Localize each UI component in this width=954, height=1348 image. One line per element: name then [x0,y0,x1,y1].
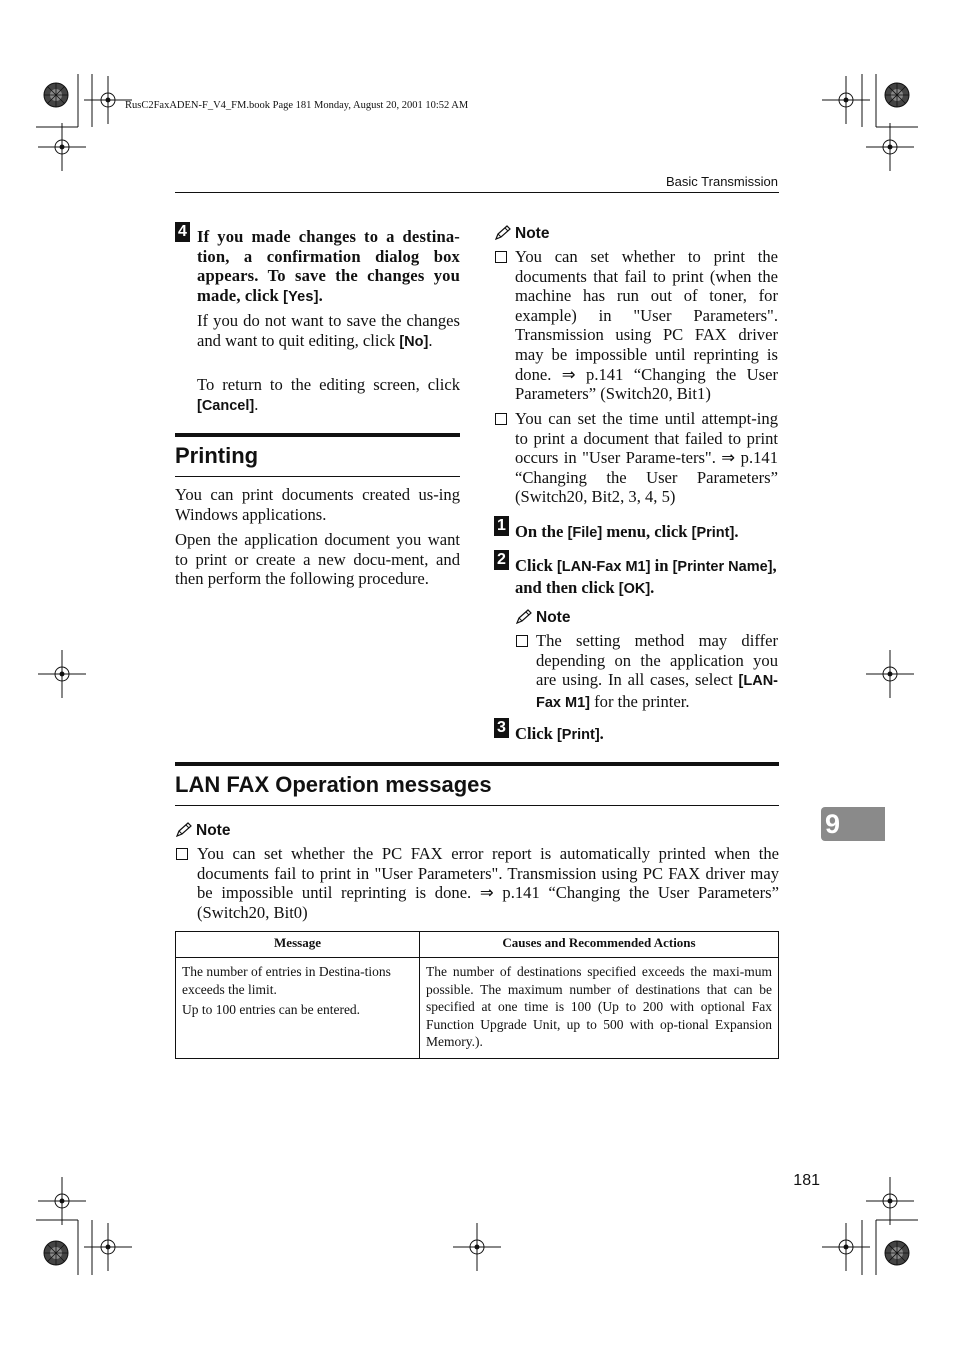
step-4-icon: 4 [175,222,190,242]
checkbox-icon [495,251,507,263]
no-text-a: If you do not want to save the changes and want to quit editing, click [197,311,460,350]
step-2-a: Click [515,556,553,575]
step-4-text-a: If you made changes to a destina-tion, a confirmation dialog box appears. To save the changes you made, click [197,227,460,305]
step-2-b: in [654,556,669,575]
step-4-no-paragraph [197,311,460,352]
table-row [176,958,779,1059]
step-4-text-b: . [318,285,323,305]
step-4-cancel-paragraph [197,375,460,416]
messages-table [175,931,779,1059]
page-number: 181 [793,1172,820,1189]
printer-name-label: [Printer Name] [672,559,773,575]
checkbox-icon [516,635,528,647]
note-2-a: The setting method may differ depending on the application you are using. In all cases, select [536,631,778,690]
printing-top-rule [175,433,460,437]
step-2-e: . [650,577,655,597]
lanfax-note-heading [175,822,230,840]
note-2-heading [515,609,570,627]
note-2-label: Note [536,609,571,626]
step-1-text [515,522,778,544]
lan-fax-label: [LAN-Fax M1] [556,559,651,575]
header-rule [175,192,779,193]
row-message-b: Up to 100 entries can be entered. [182,1002,361,1017]
pencil-icon [515,609,533,625]
step-1-icon: 1 [494,516,509,536]
print-button-label: [Print] [556,727,600,743]
cancel-text-a: To return to the editing screen, click [197,375,460,394]
step-3-text [515,724,778,746]
file-info-header: RusC2FaxADEN-F_V4_FM.book Page 181 Monday, August 20, 2001 10:52 AM [125,100,469,111]
note-1-item-2: You can set the time until attempt-ing to print a document that failed to print occurs in "User Parame-ters". ⇒ p.141 “Changing the User Parameters” (Switch20, Bit2, 3, 4, 5) [515,409,778,507]
file-menu-label: [File] [567,525,603,541]
table-header-row [176,932,779,958]
step-2-c: , [772,556,777,575]
table-header-actions: Causes and Recommended Actions [420,932,779,958]
lanfax-bottom-rule [175,805,779,806]
table-header-message: Message [176,932,420,958]
lan-fax-label: [LAN-Fax M1] [536,673,778,711]
no-button-label: [No] [399,333,429,350]
step-2-text [515,556,778,599]
cancel-button-label: [Cancel] [197,397,255,414]
printing-bottom-rule [175,476,460,477]
table-cell-action [420,958,779,1059]
running-header: Basic Transmission [666,174,778,189]
lanfax-heading: LAN FAX Operation messages [175,772,492,797]
step-2-d: and then click [515,577,615,597]
ok-button-label: [OK] [618,580,651,597]
row-action: The number of destinations specified exceeds the maxi-mum possible. The maximum number of destinations that can be specified at one time is 100 (Up to 200 with optional Fax Function Upgrade Unit, up to 500 with op-tional Expansion Memory.). [426,964,772,1049]
checkbox-icon [495,413,507,425]
row-message-a: The number of entries in Destina-tions exceeds the limit. [182,964,391,997]
lanfax-note-label: Note [196,822,231,839]
step-2-icon: 2 [494,550,509,570]
note-2-item [536,631,778,713]
printing-paragraph-1: You can print documents created us-ing Windows applications. [175,485,460,524]
step-1-b: menu, click [606,522,688,541]
checkbox-icon [176,848,188,860]
step-3-icon: 3 [494,718,509,738]
chapter-number: 9 [825,809,841,839]
printing-heading: Printing [175,443,259,468]
yes-button-label: [Yes] [283,288,319,305]
pencil-icon [494,225,512,241]
cancel-text-b: . [254,394,259,414]
note-1-heading [494,225,549,243]
note-2-b: for the printer. [594,691,690,711]
table-cell-message [176,958,420,1059]
note-1-label: Note [515,225,550,242]
print-menu-label: [Print] [691,525,735,541]
step-3-b: . [599,724,604,743]
step-1-a: On the [515,522,564,541]
chapter-tab [821,807,885,841]
printing-paragraph-2: Open the application document you want to print or create a new docu-ment, and then perform the following procedure. [175,530,460,589]
note-1-item-1: You can set whether to print the documents that fail to print (when the machine has run out of toner, for example) in "User Parameters". Transmission using PC FAX driver may be impossible until reprinting is done. ⇒ p.141 “Changing the User Parameters” (Switch20, Bit1) [515,247,778,404]
no-text-b: . [428,330,433,350]
step-3-a: Click [515,724,553,743]
lanfax-top-rule [175,762,779,766]
pencil-icon [175,822,193,838]
step-1-c: . [734,522,739,541]
lanfax-note-item: You can set whether the PC FAX error report is automatically printed when the documents fail to print in "User Parameters". Transmission using PC FAX driver may be impossible until reprinting is done. ⇒ p.141 “Changing the User Parameters” (Switch20, Bit0) [197,844,779,922]
step-4-text [197,227,460,307]
